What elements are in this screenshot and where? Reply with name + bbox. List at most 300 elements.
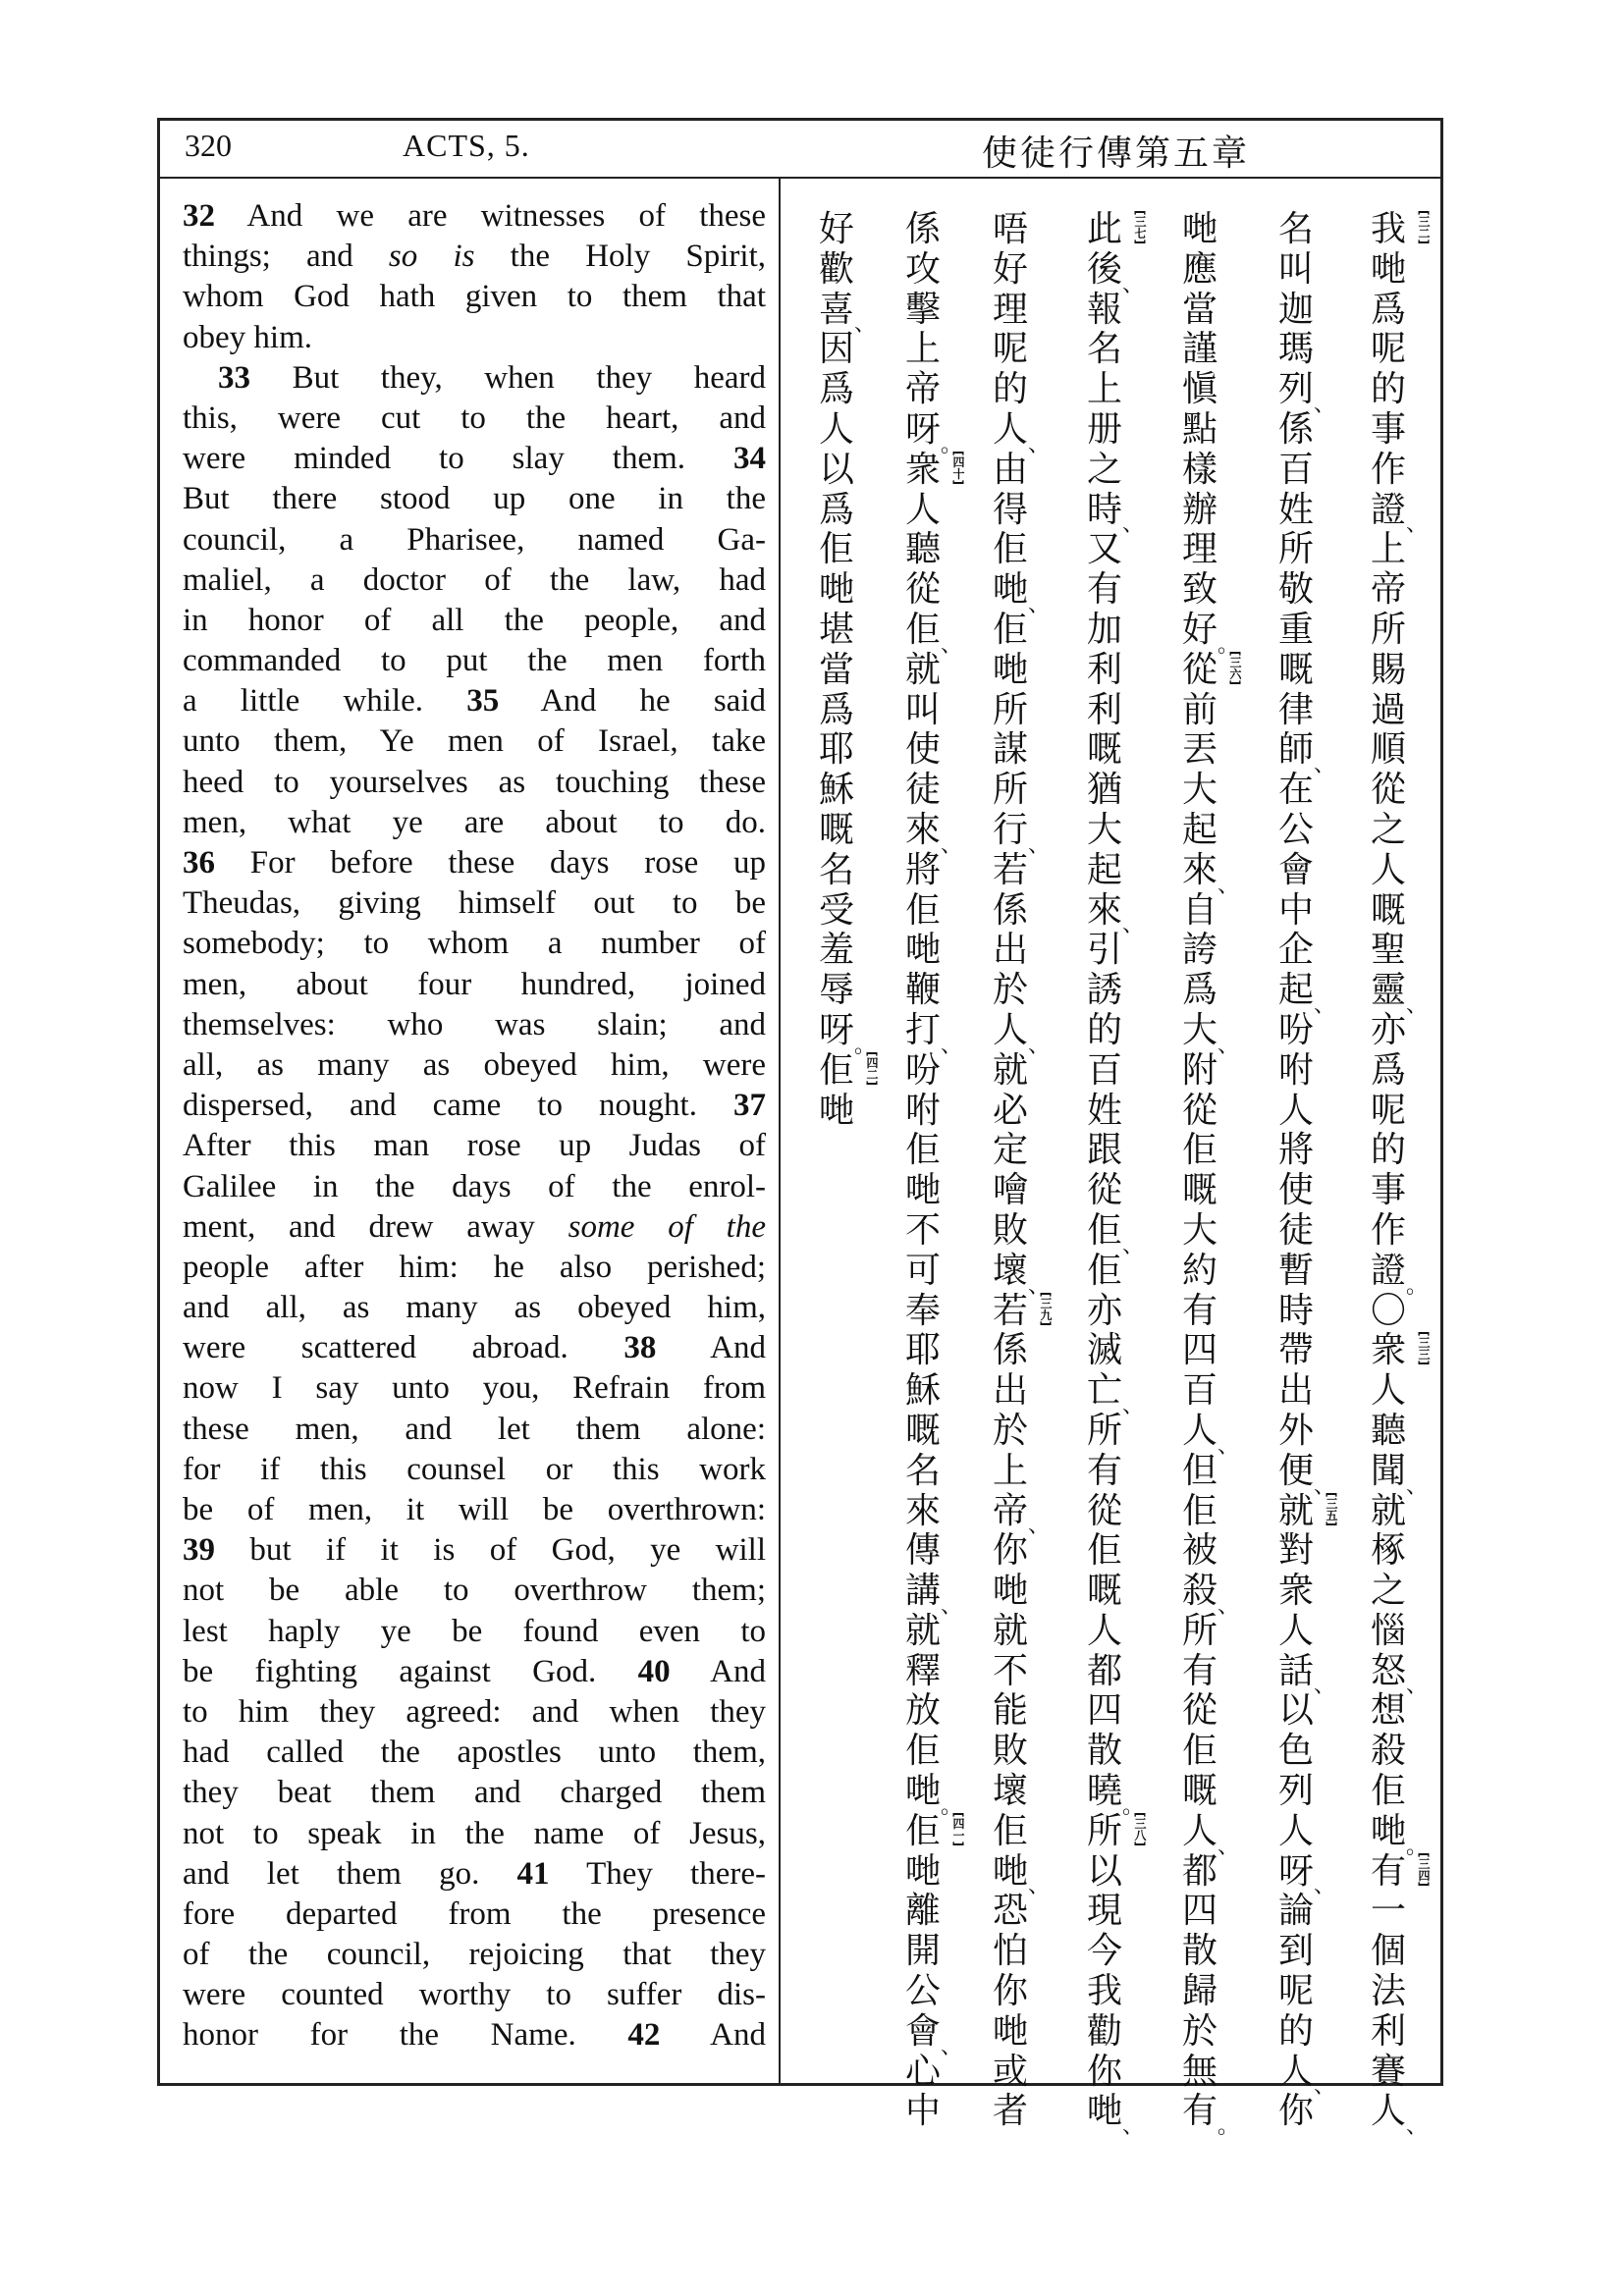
chinese-character: 會 、 <box>904 2010 962 2059</box>
chinese-character: 散 <box>1086 1731 1122 1772</box>
chinese-character: 利 <box>1370 2010 1406 2052</box>
chinese-character: 會 <box>1277 849 1314 890</box>
chinese-character: 佢 <box>1086 1250 1122 1291</box>
chinese-character: 起 <box>1181 809 1217 850</box>
text-line <box>183 1692 766 1733</box>
chinese-character: 佢 <box>992 1810 1028 1851</box>
chinese-character: 但 <box>1181 1450 1217 1491</box>
text-span: not be able to overthrow them; <box>183 1573 766 1609</box>
chinese-character: 法 <box>1370 1971 1406 2012</box>
text-span: be of men, it will be overthrown: <box>183 1492 766 1527</box>
chinese-character: 穌 <box>904 1370 941 1412</box>
punctuation: 、 <box>1027 1273 1050 1299</box>
chinese-character: 〇 <box>1370 1290 1406 1331</box>
chinese-character: 人 <box>818 408 854 450</box>
chinese-character: 所 <box>1277 529 1314 570</box>
punctuation: 、 <box>1121 1233 1144 1258</box>
punctuation: 、 <box>1313 753 1335 778</box>
text-span: Galilee in the days of the enrol- <box>183 1168 766 1204</box>
punctuation: 、 <box>1217 1834 1239 1859</box>
chinese-character: [三三] 衆 <box>1370 1330 1431 1371</box>
chinese-character: 想 <box>1370 1690 1406 1732</box>
chinese-character: 百 <box>1086 1049 1122 1091</box>
chinese-character: 爲 <box>1181 970 1217 1011</box>
chinese-character: 哋 <box>904 1170 941 1211</box>
chinese-character: 聖 <box>1370 930 1406 971</box>
chinese-character: 開 <box>904 1931 941 1972</box>
chinese-character: 敗 <box>992 1731 1028 1772</box>
text-line <box>183 399 766 439</box>
text-span: now I say unto you, Refrain from <box>183 1370 766 1407</box>
punctuation: 。 <box>1217 2114 1239 2140</box>
chinese-character: 嘅 <box>904 1410 941 1451</box>
punctuation: 、 <box>1313 392 1335 417</box>
punctuation: 、 <box>1027 1874 1050 1899</box>
text-span: and all, as many as obeyed him, <box>183 1290 766 1326</box>
chinese-character: 帝 、 <box>992 1490 1050 1539</box>
chinese-character: 怒 、 <box>1370 1650 1428 1699</box>
punctuation: 、 <box>1405 1473 1428 1499</box>
chinese-character: 又 <box>1086 529 1122 570</box>
text-span: And we are witnesses of these <box>215 198 766 234</box>
chinese-character: 嘅 <box>1086 1571 1122 1612</box>
verse-number: 33 <box>218 359 250 396</box>
chinese-character: 利 <box>1086 649 1122 690</box>
chinese-character: 的 <box>992 369 1028 410</box>
chinese-character: 聽 <box>904 529 941 570</box>
chinese-character: 誘 <box>1086 970 1122 1011</box>
chinese-character: 怕 <box>992 1931 1028 1972</box>
chinese-character: 所 <box>1181 1610 1217 1651</box>
chinese-character: 人 <box>1086 1610 1122 1651</box>
text-span: the Holy Spirit, <box>474 239 766 275</box>
chinese-character: 爲 <box>818 689 854 730</box>
chinese-character: 係 <box>904 209 941 249</box>
verse-number: [四十] <box>951 450 965 485</box>
text-span: whom God hath given to them that <box>183 279 766 315</box>
chinese-character: 從 <box>1181 1090 1217 1131</box>
chinese-character: 好 。 <box>1181 609 1239 658</box>
chinese-character: 以 <box>818 449 854 490</box>
chinese-character: 加 <box>1086 609 1122 650</box>
text-span: And <box>670 1653 766 1689</box>
punctuation: 。 <box>940 432 962 457</box>
chinese-character: 帶 <box>1277 1330 1314 1371</box>
chinese-character: 釋 <box>904 1650 941 1691</box>
chinese-character: 徒 <box>904 770 941 811</box>
chinese-character: 滅 <box>1086 1330 1122 1371</box>
chinese-character: 人 、 <box>1181 1810 1239 1859</box>
text-line <box>183 1895 766 1935</box>
chinese-character: 上 <box>904 329 941 370</box>
chinese-character: 佢 <box>1181 1130 1217 1171</box>
text-line <box>183 1450 766 1490</box>
text-span: this, were cut to the heart, and <box>183 400 766 436</box>
text-span: somebody; to whom a number of <box>183 926 766 962</box>
text-line <box>183 196 766 237</box>
chinese-character: 歡 <box>818 248 854 290</box>
text-line <box>183 2015 766 2056</box>
chinese-character: 勸 <box>1086 2010 1122 2052</box>
text-span: they beat them and charged them <box>183 1775 766 1811</box>
text-line <box>183 803 766 843</box>
chinese-character: 耶 <box>904 1330 941 1371</box>
chinese-character: 吩 <box>1277 1009 1314 1050</box>
text-span: all, as many as obeyed him, were <box>183 1046 766 1083</box>
chinese-character: 人 <box>1277 1610 1314 1651</box>
chinese-character: [三四] 有 <box>1370 1850 1431 1892</box>
verse-number: 35 <box>466 683 500 720</box>
chinese-character: 穌 <box>818 770 854 811</box>
chinese-character: 佢 <box>992 609 1028 650</box>
chinese-character: 受 <box>818 889 854 931</box>
chinese-character: 佢 <box>904 1130 941 1171</box>
punctuation: 、 <box>940 1033 962 1058</box>
chinese-character: 約 <box>1181 1250 1217 1291</box>
chinese-character: 心 <box>904 2051 941 2092</box>
chinese-character: [四一] 佢 <box>904 1810 965 1851</box>
text-span: lest haply ye be found even to <box>183 1613 766 1649</box>
punctuation: 、 <box>1027 1033 1050 1058</box>
chinese-character: 大 、 <box>1181 1009 1239 1058</box>
chinese-character: 點 <box>1181 408 1217 450</box>
chinese-character: 之 <box>1086 449 1122 490</box>
chinese-character: 哋 <box>1370 248 1406 290</box>
chinese-character: 就 <box>904 649 941 690</box>
chinese-character: 姓 <box>1277 489 1314 530</box>
text-span: obey him. <box>183 319 312 355</box>
text-span: men, what ye are about to do. <box>183 804 766 840</box>
chinese-character: 亦 <box>1370 1009 1406 1050</box>
chinese-character: 哋 <box>818 569 854 611</box>
chinese-character: 恐 <box>992 1891 1028 1932</box>
chinese-character: [三五] 就 <box>1277 1490 1338 1531</box>
chinese-character: 百 <box>1181 1370 1217 1412</box>
verse-number: [三八] <box>1133 1811 1147 1846</box>
verse-number: [三七] <box>1133 210 1147 244</box>
chinese-character: 好 <box>992 248 1028 290</box>
text-line <box>183 1490 766 1530</box>
chinese-character: 外 <box>1277 1410 1314 1451</box>
text-line <box>183 1410 766 1450</box>
chinese-character: 將 <box>1277 1130 1314 1171</box>
chinese-character: 律 <box>1277 689 1314 730</box>
chinese-character: 個 <box>1370 1931 1406 1972</box>
chinese-character: 瑪 <box>1277 329 1314 370</box>
text-span: honor for the Name. <box>183 2017 628 2054</box>
text-span: to him they agreed: and when they <box>183 1693 766 1730</box>
punctuation: 、 <box>1313 992 1335 1018</box>
chinese-character: 歸 <box>1181 1971 1217 2012</box>
chinese-character: 列 、 <box>1277 369 1335 417</box>
chinese-character: 呢 <box>992 329 1028 370</box>
chinese-character: 名 <box>1277 209 1314 249</box>
text-span: dispersed, and came to nought. <box>183 1088 733 1124</box>
text-line <box>183 1126 766 1166</box>
chinese-character: 能 <box>992 1690 1028 1732</box>
chinese-character: 爲 <box>1370 1049 1406 1091</box>
chinese-character: 吩 <box>904 1049 941 1091</box>
text-line <box>183 1207 766 1248</box>
chinese-character: 佢 <box>904 889 941 931</box>
chinese-character: 人 、 <box>992 1009 1050 1058</box>
chinese-character: 於 <box>1181 2010 1217 2052</box>
chinese-character: 當 <box>818 649 854 690</box>
punctuation: 、 <box>1405 1674 1428 1699</box>
text-span: were minded to slay them. <box>183 441 733 477</box>
verse-number: 41 <box>516 1855 550 1892</box>
chinese-character: 你 <box>992 1530 1028 1572</box>
chinese-character: 就 <box>992 1610 1028 1651</box>
chinese-character: 人 <box>1370 1370 1406 1412</box>
chinese-character: 咐 <box>1277 1049 1314 1091</box>
chinese-character: 人 <box>1277 1810 1314 1851</box>
text-span: maliel, a doctor of the law, had <box>183 561 766 598</box>
text-line <box>183 601 766 641</box>
chinese-character: 起 、 <box>1277 970 1335 1018</box>
punctuation: 、 <box>940 632 962 658</box>
chinese-character: 鞭 <box>904 970 941 1011</box>
chinese-character: 叫 <box>1277 248 1314 290</box>
chinese-character: 人 、 <box>992 408 1050 457</box>
chinese-character: 册 <box>1086 408 1122 450</box>
verse-number: [三六] <box>1228 650 1242 685</box>
chinese-character: 人 <box>904 489 941 530</box>
chinese-character: 哋 、 <box>1086 2091 1144 2140</box>
chinese-character: 哋 <box>904 1850 941 1892</box>
chinese-character: 或 <box>992 2051 1028 2092</box>
chinese-character: 從 <box>1370 770 1406 811</box>
text-line <box>183 1854 766 1895</box>
chinese-character: 壞 、 <box>992 1250 1050 1299</box>
text-line <box>183 1328 766 1368</box>
text-line <box>183 1288 766 1328</box>
chinese-character: 使 <box>904 729 941 771</box>
chinese-column <box>1178 209 1242 2140</box>
punctuation: 、 <box>940 2034 962 2059</box>
text-span: And <box>660 2017 767 2054</box>
chinese-character: 到 <box>1277 1931 1314 1972</box>
chinese-character: 呀 、 <box>1277 1850 1335 1899</box>
header-rule <box>157 177 1443 179</box>
text-line <box>183 883 766 924</box>
chinese-character: 嘅 <box>1370 889 1406 931</box>
verse-number: [三四] <box>1417 1851 1431 1887</box>
text-span: heed to yourselves as touching these <box>183 764 766 800</box>
chinese-character: 以 <box>1277 1690 1314 1732</box>
verse-number: [三二] <box>1417 210 1431 244</box>
chinese-character: 現 <box>1086 1891 1122 1932</box>
chinese-character: 都 <box>1086 1650 1122 1691</box>
chinese-character: 謀 <box>992 729 1028 771</box>
chinese-character: 定 <box>992 1130 1028 1171</box>
chinese-character: 中 <box>904 2091 941 2132</box>
text-line <box>183 1571 766 1611</box>
chinese-character: 跟 <box>1086 1130 1122 1171</box>
verse-number: [四一] <box>951 1811 965 1846</box>
chinese-character: 時 、 <box>1086 489 1144 538</box>
verse-number: 34 <box>733 441 766 477</box>
text-line <box>183 965 766 1005</box>
chinese-character: 將 <box>904 849 941 890</box>
punctuation: 、 <box>1217 1433 1239 1459</box>
text-span: were counted worthy to suffer dis- <box>183 1977 766 2013</box>
chinese-character: 你 <box>1086 2051 1122 2092</box>
chinese-character: 誇 <box>1181 930 1217 971</box>
chinese-character: 後 、 <box>1086 248 1144 297</box>
chinese-character: 被 <box>1181 1530 1217 1572</box>
chinese-character: [三二] 我 <box>1370 209 1431 249</box>
punctuation: 。 <box>940 1793 962 1819</box>
chinese-character: 人 、 <box>1181 1410 1239 1459</box>
verse-number: [四二] <box>865 1050 879 1086</box>
chinese-character: 不 <box>992 1650 1028 1691</box>
chinese-character: 惱 <box>1370 1610 1406 1651</box>
verse-number: 37 <box>733 1088 766 1124</box>
chinese-character: 附 <box>1181 1049 1217 1091</box>
chinese-character: 色 <box>1277 1731 1314 1772</box>
chinese-character: 嘅 <box>1086 729 1122 771</box>
chinese-character: 噲 <box>992 1170 1028 1211</box>
text-line <box>183 1773 766 1813</box>
chinese-character: 講 、 <box>904 1571 962 1619</box>
chinese-character: 可 <box>904 1250 941 1291</box>
text-line <box>183 479 766 519</box>
chinese-character: 呀 。 <box>818 1009 876 1058</box>
chinese-character: 喜 、 <box>818 289 876 338</box>
text-span: not to speak in the name of Jesus, <box>183 1815 766 1851</box>
verse-number: [三五] <box>1325 1491 1338 1526</box>
chinese-character: 佢 、 <box>904 609 962 658</box>
chinese-character: 得 <box>992 489 1028 530</box>
text-span: people after him: he also perished; <box>183 1249 766 1285</box>
chinese-character: 迦 <box>1277 289 1314 330</box>
chinese-character: 帝 <box>1370 569 1406 611</box>
chinese-character: 起 <box>1086 849 1122 890</box>
chinese-character: 就 <box>1370 1490 1406 1531</box>
chinese-character: 行 、 <box>992 809 1050 858</box>
punctuation: 、 <box>1027 832 1050 858</box>
italic-text: so is <box>388 239 475 275</box>
text-span: For before these days rose up <box>215 845 766 881</box>
chinese-character: 之 <box>1370 809 1406 850</box>
chinese-character: 佢 <box>992 529 1028 570</box>
chinese-character: 壞 <box>992 1771 1028 1812</box>
text-span: and let them go. <box>183 1855 517 1892</box>
chinese-character: 哋 <box>904 930 941 971</box>
text-line <box>183 1045 766 1086</box>
chinese-character: 有 <box>1181 1650 1217 1691</box>
chinese-character: 事 <box>1370 1170 1406 1211</box>
italic-text: some of the <box>568 1208 766 1245</box>
chinese-character: 自 <box>1181 889 1217 931</box>
punctuation: 。 <box>1121 1793 1144 1819</box>
text-line <box>183 721 766 762</box>
chinese-character: 呀 。 <box>904 408 962 457</box>
text-span: for if this counsel or this work <box>183 1451 766 1487</box>
page-number: 320 <box>185 128 232 163</box>
text-span: But there stood up one in the <box>183 481 766 517</box>
verse-number: [三九] <box>1039 1291 1053 1326</box>
text-line <box>183 318 766 358</box>
text-line <box>183 1975 766 2015</box>
chinese-character: 的 <box>1370 369 1406 410</box>
chinese-character: 亡 、 <box>1086 1370 1144 1418</box>
chinese-character: 所 <box>1370 609 1406 650</box>
chinese-character: 來 <box>904 1490 941 1531</box>
text-line <box>183 561 766 601</box>
chinese-character: 椓 <box>1370 1530 1406 1572</box>
chinese-character: 從 <box>1086 1170 1122 1211</box>
chinese-character: 之 <box>1370 1571 1406 1612</box>
chinese-character: 辦 <box>1181 489 1217 530</box>
text-span: be fighting against God. <box>183 1653 638 1689</box>
punctuation: 、 <box>1405 992 1428 1018</box>
chinese-character: 報 <box>1086 289 1122 330</box>
chinese-character: [三七] 此 <box>1086 209 1147 249</box>
chinese-character: 哋 <box>992 1571 1028 1612</box>
chinese-character: 呢 <box>1370 329 1406 370</box>
chinese-character: 名 <box>904 1450 941 1491</box>
chinese-character: 大 <box>1181 1209 1217 1251</box>
punctuation: 、 <box>1313 1674 1335 1699</box>
chinese-character: 係 <box>992 1330 1028 1371</box>
chinese-character: 哋 <box>1181 209 1217 249</box>
chinese-character: 致 <box>1181 569 1217 611</box>
verse-number: [三三] <box>1417 1331 1431 1366</box>
text-span: They there- <box>549 1855 766 1892</box>
chinese-character: 樣 <box>1181 449 1217 490</box>
text-span: And he said <box>499 683 766 720</box>
chinese-character: 證 。 <box>1370 1250 1428 1299</box>
chinese-character: 殺 、 <box>1181 1571 1239 1619</box>
chinese-character: [三六] 從 <box>1181 649 1242 690</box>
punctuation: 、 <box>1405 512 1428 538</box>
chinese-character: 作 <box>1370 449 1406 490</box>
text-line <box>183 277 766 317</box>
chinese-character: 曉 。 <box>1086 1771 1144 1819</box>
chinese-character: 的 <box>1277 2010 1314 2052</box>
punctuation: 、 <box>1027 432 1050 457</box>
chinese-character: 應 <box>1181 248 1217 290</box>
verse-number: 42 <box>627 2017 661 2054</box>
chinese-character: 便 、 <box>1277 1450 1335 1499</box>
chinese-character: 聽 <box>1370 1410 1406 1451</box>
chinese-character: 嘅 <box>1181 1771 1217 1812</box>
chinese-character: 辱 <box>818 970 854 1011</box>
chinese-character: 耶 <box>818 729 854 771</box>
chinese-character: 擊 <box>904 289 941 330</box>
chinese-character: 時 <box>1277 1290 1314 1331</box>
chinese-character: 的 <box>1370 1130 1406 1171</box>
chinese-character: 出 <box>1277 1370 1314 1412</box>
chinese-character: 嘅 <box>818 809 854 850</box>
chinese-character: 當 <box>1181 289 1217 330</box>
chinese-character: 係 <box>1277 408 1314 450</box>
chinese-character: 企 <box>1277 930 1314 971</box>
chinese-character: 佢 <box>1181 1490 1217 1531</box>
text-span: After this man rose up Judas of <box>183 1128 766 1164</box>
chinese-character: 大 <box>1181 770 1217 811</box>
chinese-character: 姓 <box>1086 1090 1122 1131</box>
chinese-character: 作 <box>1370 1209 1406 1251</box>
chinese-column <box>901 209 965 2132</box>
chinese-character: 順 <box>1370 729 1406 771</box>
chinese-character: 百 <box>1277 449 1314 490</box>
chinese-character: 叫 <box>904 689 941 730</box>
chinese-character: 從 <box>1086 1490 1122 1531</box>
punctuation: 。 <box>1217 632 1239 658</box>
